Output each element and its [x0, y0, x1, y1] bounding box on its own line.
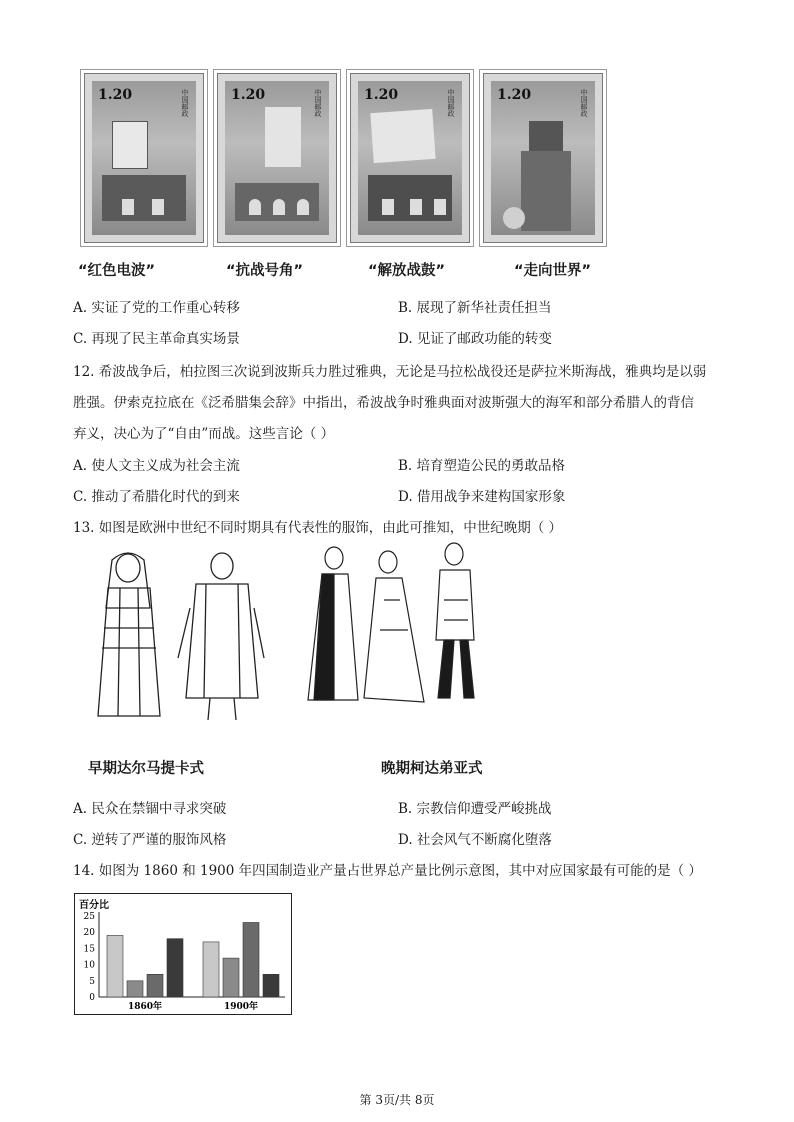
stamp-value: 1.20 — [364, 87, 399, 103]
bar — [127, 981, 143, 997]
q13-stem: 13. 如图是欧洲中世纪不同时期具有代表性的服饰，由此可推知，中世纪晚期（ ） — [73, 520, 563, 536]
q13-option-c: C. 逆转了严谨的服饰风格 — [73, 832, 227, 848]
stamp-post-label: 中国邮政 — [447, 89, 455, 117]
bar — [243, 922, 259, 997]
chart-frame — [74, 893, 292, 1015]
q13-option-a: A. 民众在禁锢中寻求突破 — [73, 801, 227, 817]
bar — [203, 942, 219, 997]
x-tick-label: 1900年 — [223, 1002, 259, 1012]
late-cotehardie-figures — [304, 540, 504, 710]
stamp-red-wave — [84, 73, 204, 243]
q13-option-b: B. 宗教信仰遭受严峻挑战 — [398, 801, 552, 817]
stamp-to-world — [483, 73, 603, 243]
q12-stem-line1: 12. 希波战争后，柏拉图三次说到波斯兵力胜过雅典，无论是马拉松战役还是萨拉米斯海战，雅典均是以弱 — [73, 364, 707, 380]
chart-title: 百分比 — [79, 900, 109, 911]
stamp-value: 1.20 — [231, 87, 266, 103]
stamp-post-label: 中国邮政 — [181, 89, 189, 117]
figure-caption-late: 晚期柯达弟亚式 — [381, 761, 483, 777]
y-tick-label: 20 — [83, 928, 95, 939]
q14-stem: 14. 如图为 1860 和 1900 年四国制造业产量占世界总产量比例示意图，其中对应国家最有可能的是（ ） — [73, 863, 702, 879]
early-dalmatica-figures — [90, 548, 270, 726]
stamp-caption: “解放战鼓” — [368, 263, 446, 279]
y-tick-label: 0 — [89, 993, 95, 1003]
y-tick-label: 5 — [89, 976, 95, 987]
bar — [167, 939, 183, 997]
bar — [263, 974, 279, 997]
y-tick-label: 25 — [83, 912, 95, 922]
y-tick-label: 15 — [83, 944, 95, 955]
bar — [107, 935, 123, 997]
q11-option-d: D. 见证了邮政功能的转变 — [398, 331, 552, 347]
page-footer: 第 3页/共 8页 — [359, 1093, 435, 1107]
stamp-liberation-drum — [350, 73, 470, 243]
x-tick-label: 1860年 — [127, 1002, 163, 1012]
stamp-value: 1.20 — [98, 87, 133, 103]
stamp-caption: “红色电波” — [78, 263, 156, 279]
q12-stem-line2: 胜强。伊索克拉底在《泛希腊集会辞》中指出，希波战争时雅典面对波斯强大的海军和部分希腊人的背信 — [73, 395, 694, 411]
q11-option-a: A. 实证了党的工作重心转移 — [73, 300, 240, 316]
q12-option-c: C. 推动了希腊化时代的到来 — [73, 489, 240, 505]
stamp-post-label: 中国邮政 — [580, 89, 588, 117]
q11-option-b: B. 展现了新华社责任担当 — [398, 300, 552, 316]
figure-caption-early: 早期达尔马提卡式 — [88, 761, 204, 777]
bar — [147, 974, 163, 997]
stamp-caption: “走向世界” — [514, 263, 592, 279]
q12-option-a: A. 使人文主义成为社会主流 — [73, 458, 240, 474]
q12-stem-line3: 弃义，决心为了“自由”而战。这些言论（ ） — [73, 426, 335, 442]
stamp-value: 1.20 — [497, 87, 532, 103]
q12-option-b: B. 培育塑造公民的勇敢品格 — [398, 458, 566, 474]
stamp-caption: “抗战号角” — [226, 263, 304, 279]
stamp-post-label: 中国邮政 — [314, 89, 322, 117]
q11-option-c: C. 再现了民主革命真实场景 — [73, 331, 240, 347]
y-tick-label: 10 — [83, 960, 95, 971]
stamp-war-horn — [217, 73, 337, 243]
bar — [223, 958, 239, 997]
q13-option-d: D. 社会风气不断腐化堕落 — [398, 832, 552, 848]
bar-chart — [75, 894, 290, 1013]
q12-option-d: D. 借用战争来建构国家形象 — [398, 489, 566, 505]
